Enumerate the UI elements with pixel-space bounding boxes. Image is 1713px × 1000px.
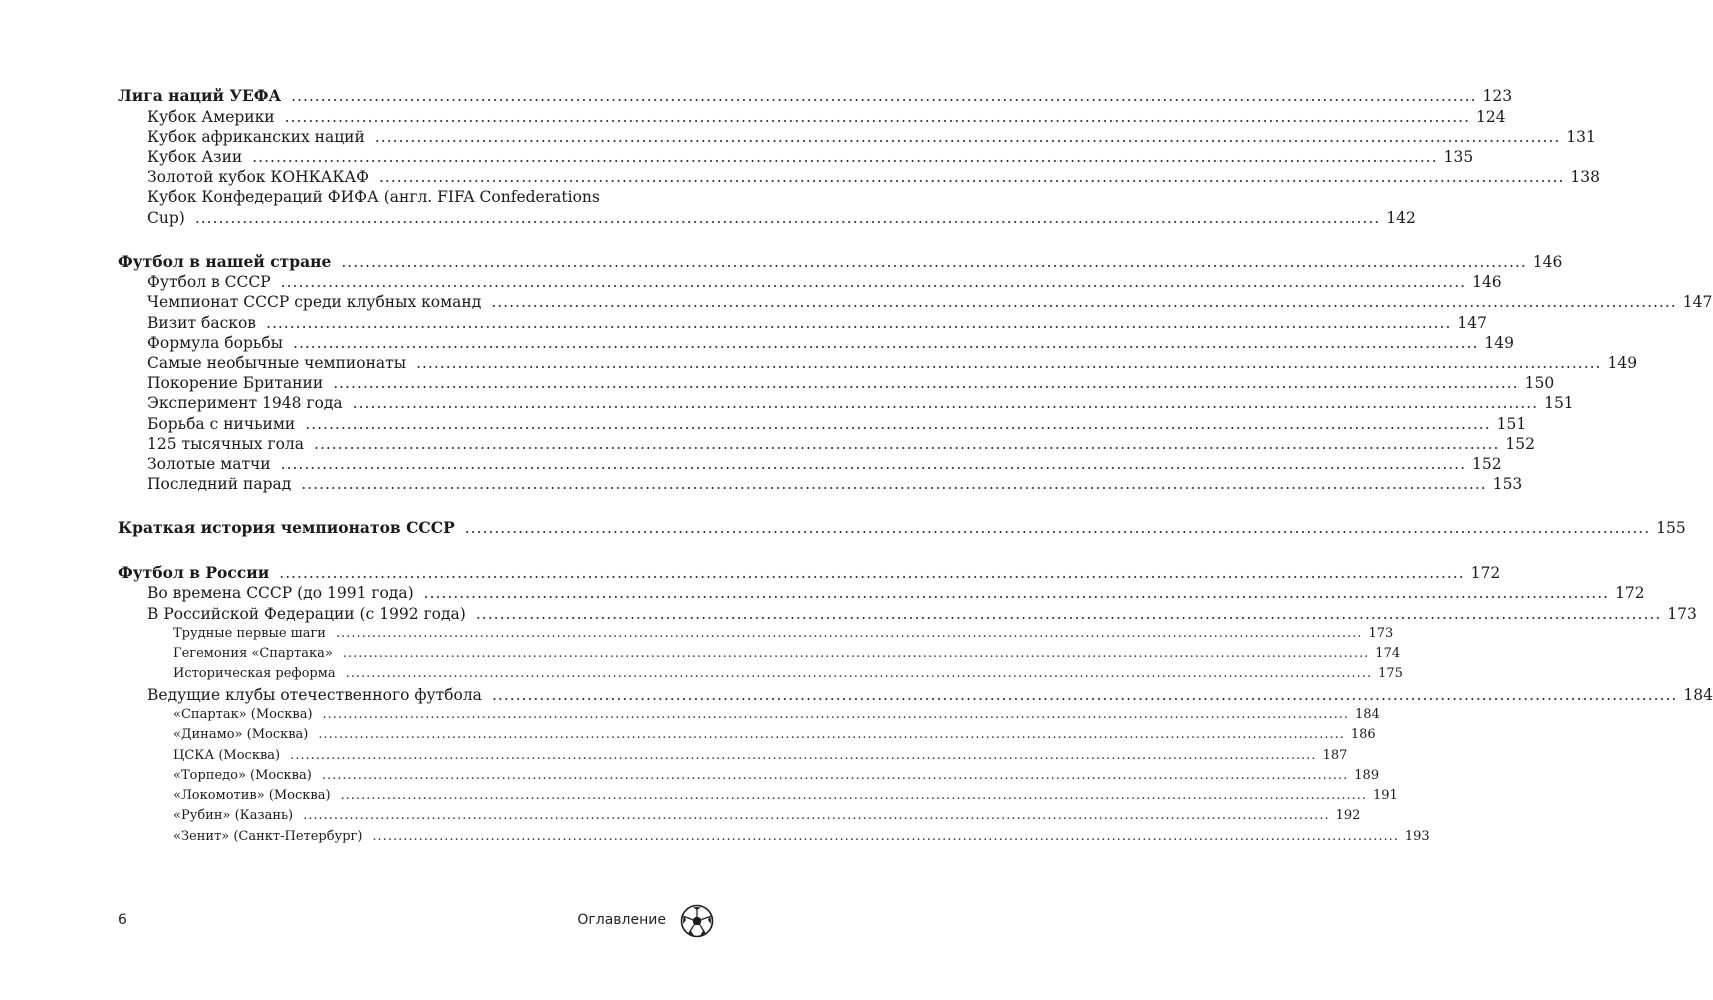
- dot-leader: ........................................................................................................................................................................................................: [318, 727, 1345, 743]
- toc-page-number: 184: [1355, 706, 1380, 722]
- toc-entry-title: Футбол в нашей стране: [118, 251, 332, 271]
- section-gap: [118, 228, 708, 252]
- toc-section-entry[interactable]: [118, 393, 1574, 413]
- toc-page-number: 193: [1404, 828, 1430, 844]
- dot-leader: ........................................................................................................................................................................................................: [301, 475, 1487, 494]
- toc-entry-title: Ведущие клубы отечественного футбола: [147, 685, 482, 704]
- dot-leader: ........................................................................................................................................................................................................: [194, 208, 1381, 227]
- soccer-ball-icon: [680, 904, 714, 938]
- toc-entry-title: «Рубин» (Казань): [173, 808, 294, 824]
- toc-subsection-entry[interactable]: [118, 786, 1398, 806]
- dot-leader: ........................................................................................................................................................................................................: [291, 87, 1477, 105]
- toc-section-entry[interactable]: [118, 127, 1596, 147]
- toc-page-number: 147: [1682, 293, 1713, 312]
- dot-leader: ........................................................................................................................................................................................................: [491, 293, 1677, 312]
- toc-entry-title: «Локомотив» (Москва): [173, 788, 331, 804]
- toc-section-entry[interactable]: [118, 272, 1502, 292]
- dot-leader: ........................................................................................................................................................................................................: [322, 706, 1350, 722]
- toc-page-number: 147: [1457, 313, 1488, 332]
- toc-section-entry[interactable]: [118, 292, 1713, 312]
- toc-page-number: 142: [1386, 208, 1416, 227]
- toc-entry-title-line: Кубок Конфедераций ФИФА (англ. FIFA Confederations: [147, 188, 600, 207]
- page-footer: [118, 904, 714, 936]
- toc-page-number: 187: [1322, 747, 1348, 763]
- toc-section-entry[interactable]: [118, 208, 1416, 228]
- toc-page-number: 174: [1375, 646, 1401, 662]
- dot-leader: ........................................................................................................................................................................................................: [321, 767, 1349, 783]
- dot-leader: ........................................................................................................................................................................................................: [352, 394, 1539, 413]
- dot-leader: ........................................................................................................................................................................................................: [374, 127, 1561, 146]
- dot-leader: ........................................................................................................................................................................................................: [305, 414, 1491, 433]
- dot-leader: ........................................................................................................................................................................................................: [335, 625, 1363, 641]
- toc-entry-title: Визит басков: [147, 313, 257, 332]
- dot-leader: ........................................................................................................................................................................................................: [464, 519, 1651, 538]
- toc-page-number: 149: [1607, 354, 1638, 373]
- toc-chapter-entry[interactable]: [118, 562, 1501, 584]
- toc-subsection-entry[interactable]: [118, 725, 1376, 745]
- toc-entry-title: Кубок африканских наций: [147, 127, 365, 146]
- toc-section-entry[interactable]: [118, 353, 1638, 373]
- dot-leader: ........................................................................................................................................................................................................: [378, 168, 1565, 187]
- toc-section-entry[interactable]: [118, 414, 1527, 434]
- toc-entry-title: Кубок Америки: [147, 107, 275, 126]
- toc-section-entry[interactable]: [118, 583, 1645, 603]
- toc-subsection-entry[interactable]: [118, 827, 1430, 847]
- dot-leader: ........................................................................................................................................................................................................: [314, 434, 1500, 453]
- table-of-contents: [118, 86, 1713, 847]
- toc-entry-title: Эксперимент 1948 года: [147, 394, 343, 413]
- toc-page-number: 186: [1350, 727, 1376, 743]
- dot-leader: ........................................................................................................................................................................................................: [280, 273, 1467, 292]
- toc-entry-title: «Торпедо» (Москва): [173, 767, 312, 783]
- toc-page-number: 192: [1335, 808, 1361, 824]
- toc-chapter-entry[interactable]: [118, 251, 1563, 273]
- toc-entry-title: Футбол в СССР: [147, 273, 271, 292]
- toc-page-number: 151: [1496, 414, 1527, 433]
- toc-entry-title: Лига наций УЕФА: [118, 86, 282, 105]
- dot-leader: ........................................................................................................................................................................................................: [293, 333, 1479, 352]
- dot-leader: ........................................................................................................................................................................................................: [303, 808, 1330, 824]
- toc-section-entry[interactable]: [118, 685, 1713, 705]
- dot-leader: ........................................................................................................................................................................................................: [475, 604, 1662, 623]
- toc-page-number: 152: [1472, 455, 1502, 474]
- dot-leader: ........................................................................................................................................................................................................: [252, 147, 1438, 166]
- dot-leader: ........................................................................................................................................................................................................: [491, 685, 1678, 704]
- toc-page-number: 172: [1470, 563, 1501, 582]
- toc-subsection-entry[interactable]: [118, 624, 1394, 644]
- toc-entry-title: Золотой кубок КОНКАКАФ: [147, 168, 369, 187]
- section-gap: [118, 494, 708, 518]
- toc-entry-title: Самые необычные чемпионаты: [147, 354, 407, 373]
- toc-entry-title: Борьба с ничьими: [147, 414, 296, 433]
- toc-entry-title: Последний парад: [147, 475, 292, 494]
- toc-page-number: 149: [1484, 333, 1515, 352]
- toc-entry-title: Трудные первые шаги: [173, 625, 326, 641]
- toc-page-number: 155: [1656, 519, 1686, 538]
- toc-page-number: 151: [1544, 394, 1574, 413]
- dot-leader: ........................................................................................................................................................................................................: [284, 107, 1471, 126]
- toc-entry-title: Во времена СССР (до 1991 года): [147, 584, 414, 603]
- toc-entry-title: Краткая история чемпионатов СССР: [118, 518, 455, 538]
- toc-page-number: 131: [1566, 127, 1596, 146]
- toc-entry-title: «Зенит» (Санкт-Петербург): [173, 828, 363, 844]
- toc-entry-title: Золотые матчи: [147, 455, 271, 474]
- toc-page-number: 135: [1443, 147, 1474, 166]
- dot-leader: ........................................................................................................................................................................................................: [290, 747, 1317, 763]
- dot-leader: ........................................................................................................................................................................................................: [345, 666, 1373, 682]
- toc-entry-title: Чемпионат СССР среди клубных команд: [147, 293, 482, 312]
- dot-leader: ........................................................................................................................................................................................................: [372, 828, 1399, 844]
- toc-page-number: 189: [1354, 767, 1380, 783]
- section-title: Оглавление: [577, 912, 666, 928]
- toc-page-number: 173: [1368, 625, 1394, 641]
- toc-section-entry[interactable]: [118, 474, 1523, 494]
- toc-entry-title: Гегемония «Спартака»: [173, 646, 333, 662]
- dot-leader: ........................................................................................................................................................................................................: [340, 788, 1368, 804]
- toc-entry-title: «Спартак» (Москва): [173, 706, 313, 722]
- dot-leader: ........................................................................................................................................................................................................: [423, 584, 1610, 603]
- toc-entry-title: Формула борьбы: [147, 333, 284, 352]
- toc-page-number: 146: [1532, 252, 1563, 271]
- toc-entry-title: Покорение Британии: [147, 374, 324, 393]
- toc-entry-title: Кубок Азии: [147, 147, 243, 166]
- toc-page-number: 173: [1667, 604, 1697, 623]
- page-number: 6: [118, 912, 127, 928]
- toc-page-number: 152: [1505, 434, 1536, 453]
- toc-section-entry[interactable]: [118, 454, 1502, 474]
- toc-entry-title: Cup): [147, 208, 185, 227]
- toc-subsection-entry[interactable]: [118, 664, 1403, 684]
- toc-page-number: 150: [1524, 374, 1555, 393]
- toc-page-number: 123: [1482, 87, 1513, 105]
- section-gap: [118, 539, 708, 563]
- toc-entry-title: ЦСКА (Москва): [173, 747, 281, 763]
- toc-page-number: 146: [1472, 273, 1502, 292]
- dot-leader: ........................................................................................................................................................................................................: [416, 354, 1602, 373]
- dot-leader: ........................................................................................................................................................................................................: [279, 563, 1465, 582]
- toc-page-number: 172: [1615, 584, 1645, 603]
- toc-page-number: 138: [1570, 168, 1600, 187]
- toc-subsection-entry[interactable]: [118, 766, 1380, 786]
- toc-chapter-entry[interactable]: [118, 518, 1686, 539]
- toc-chapter-entry[interactable]: [118, 86, 1513, 107]
- toc-subsection-entry[interactable]: [118, 806, 1361, 826]
- toc-page-number: 191: [1373, 788, 1398, 804]
- dot-leader: ........................................................................................................................................................................................................: [342, 646, 1370, 662]
- toc-page-number: 153: [1492, 475, 1523, 494]
- toc-section-entry[interactable]: [118, 434, 1536, 454]
- toc-subsection-entry[interactable]: [118, 746, 1348, 766]
- toc-section-entry[interactable]: [118, 373, 1555, 393]
- toc-entry-title: 125 тысячных гола: [147, 434, 305, 453]
- toc-entry-title: Футбол в России: [118, 562, 270, 582]
- dot-leader: ........................................................................................................................................................................................................: [341, 252, 1527, 271]
- dot-leader: ........................................................................................................................................................................................................: [280, 455, 1467, 474]
- toc-section-entry[interactable]: [118, 107, 1506, 127]
- dot-leader: ........................................................................................................................................................................................................: [266, 313, 1452, 332]
- toc-section-entry[interactable]: [118, 147, 1474, 167]
- toc-section-entry[interactable]: [118, 604, 1697, 624]
- toc-page-number: 175: [1378, 666, 1403, 682]
- toc-page-number: 124: [1476, 107, 1506, 126]
- dot-leader: ........................................................................................................................................................................................................: [333, 374, 1519, 393]
- toc-entry-title: В Российской Федерации (с 1992 года): [147, 604, 466, 623]
- toc-section-entry[interactable]: [118, 167, 1600, 187]
- toc-entry-title: Историческая реформа: [173, 666, 336, 682]
- toc-section-entry[interactable]: [118, 313, 1488, 333]
- toc-section-entry[interactable]: [118, 333, 1515, 353]
- toc-subsection-entry[interactable]: [118, 705, 1380, 725]
- toc-page-number: 184: [1683, 685, 1713, 704]
- toc-entry-title: «Динамо» (Москва): [173, 727, 309, 743]
- toc-subsection-entry[interactable]: [118, 644, 1401, 664]
